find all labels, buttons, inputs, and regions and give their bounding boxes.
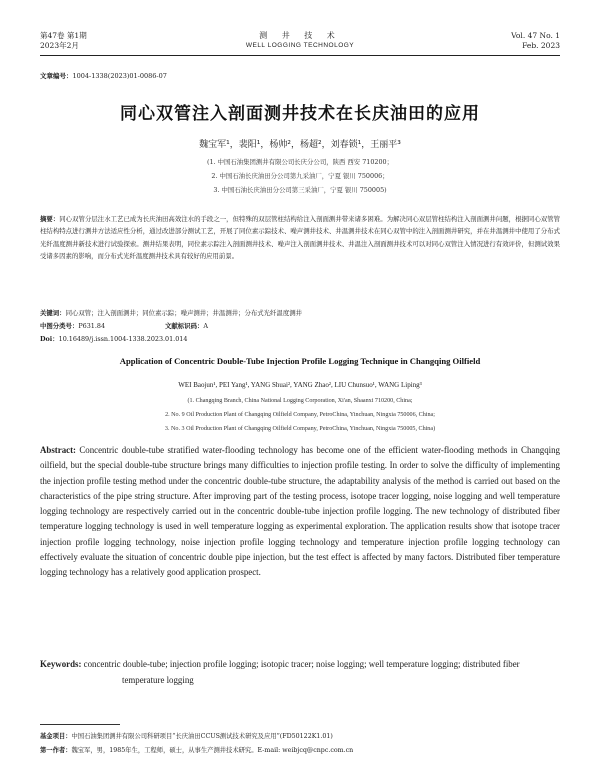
keywords-en-text: concentric double-tube; injection profile logging; isotopic tracer; noise logging; well temperature logging; distributed fiber temperature logging bbox=[81, 659, 520, 685]
date-cn: 2023年2月 bbox=[40, 41, 79, 50]
volume-issue-en: Vol. 47 No. 1 bbox=[511, 31, 560, 40]
article-number bbox=[40, 71, 167, 80]
affiliation-cn-3: 3. 中国石油长庆油田分公司第三采油厂，宁夏 银川 750005) bbox=[213, 186, 387, 194]
keywords-cn bbox=[40, 308, 560, 319]
fund-label: 基金项目： bbox=[40, 733, 72, 740]
abstract-cn-text: 同心双管分层注水工艺已成为长庆油田高效注水的手段之一，但特殊的双层管柱结构给注入剖面测井带来诸多困难。为解决同心双层管柱结构注入剖面测井问题，根据同心双管管柱结构特点进行测井方法适应性分析，通过改进部分测试工艺，开展了同位素示踪技术、噪声测井技术、井温测井技术在同心双管中的注入剖面测井研究，并在井温测井中使用了分布式光纤温度测井新技术进行试验探索。测井结果表明，同位素示踪注入剖面测井技术、噪声注入剖面测井技术、井温注入剖面测井技术可以对同心双管注入情况进行有效评价，但测试效果受诸多因素的影响，而分布式光纤温度测井技术具有较好的应用前景。 bbox=[40, 215, 561, 261]
journal-name-cn: 测 井 技 术 bbox=[259, 31, 341, 40]
abstract-cn-label: 摘要： bbox=[40, 215, 60, 223]
affiliation-en-2: 2. No. 9 Oil Production Plant of Changqing Oilfield Company, PetroChina, Yinchuan, Ningxia 750006, China; bbox=[165, 412, 435, 418]
keywords-en bbox=[40, 657, 560, 688]
date-en: Feb. 2023 bbox=[522, 41, 560, 50]
fund-text: 中国石油集团测井有限公司科研项目“长庆油田CCUS测试技术研究及应用”(FD50122K1.01) bbox=[71, 733, 333, 740]
first-author-label: 第一作者： bbox=[40, 747, 72, 754]
abstract-cn bbox=[40, 213, 560, 263]
title-en: Application of Concentric Double-Tube Injection Profile Logging Technique in Changqing Oilfield bbox=[119, 356, 481, 366]
authors-en: WEI Baojun¹, PEI Yang¹, YANG Shuai², YANG Zhao², LIU Chunsuo¹, WANG Liping³ bbox=[178, 381, 422, 389]
doi-value: 10.16489/j.issn.1004-1338.2023.01.014 bbox=[58, 335, 188, 343]
clc-value: P631.84 bbox=[78, 322, 106, 330]
footnote-fund bbox=[40, 731, 560, 740]
abstract-en-label: Abstract: bbox=[40, 445, 76, 455]
authors-cn: 魏宝军¹，裴阳¹，杨帅²，杨超²，刘春锁¹，王丽平³ bbox=[199, 140, 401, 150]
doc-code-value: A bbox=[203, 322, 208, 330]
doi-label: Doi： bbox=[40, 335, 59, 343]
header-rule bbox=[40, 55, 560, 56]
volume-issue-cn: 第47卷 第1期 bbox=[40, 31, 87, 40]
keywords-cn-text: 同心双管；注入剖面测井；同位素示踪；噪声测井；井温测井；分布式光纤温度测井 bbox=[65, 309, 303, 317]
header-center bbox=[0, 31, 600, 51]
keywords-en-label: Keywords: bbox=[40, 659, 82, 669]
footnote-rule bbox=[40, 724, 120, 725]
affiliation-en-1: (1. Changqing Branch, China National Logging Corporation, Xi'an, Shaanxi 710200, China; bbox=[187, 398, 413, 404]
doc-code-label: 文献标识码： bbox=[165, 322, 204, 330]
affiliations-en bbox=[0, 394, 600, 436]
abstract-en bbox=[40, 443, 560, 581]
abstract-en-text: Concentric double-tube stratified water-flooding technology has become one of the efficient water-flooding methods in Changqing oilfield, but the special double-tube structure brings many difficulties to injection profile testing. In order to solve the difficulty of implementing the injection profile testing method under the concentric double-tube structure, the adaptability analysis of the method is carried out based on the characteristics of the pipe string structure. After improving part of the testing process, isotope tracer logging, noise logging and well temperature logging technology are respectively carried out in the concentric double-tube injection profile logging. The new technology of distributed fiber temperature logging technology is used in well temperature logging as experimental exploration. The application results show that isotope tracer injection profile logging technology, noise injection profile logging technology and temperature injection profile logging technology can effectively evaluate the situation of concentric double pipe injection, but the test effect is affected by many factors. Distributed fiber temperature logging technology has a relatively good application prospect. bbox=[40, 445, 560, 578]
affiliation-en-3: 3. No. 3 Oil Production Plant of Changqing Oilfield Company, PetroChina, Yinchuan, Ningxia 750005, China) bbox=[164, 426, 436, 432]
footnote-author bbox=[40, 745, 560, 754]
header-right bbox=[511, 31, 560, 51]
affiliations-cn bbox=[0, 155, 600, 197]
article-number-label: 文章编号： bbox=[40, 72, 73, 80]
journal-name-en: WELL LOGGING TECHNOLOGY bbox=[245, 42, 355, 49]
title-cn: 同心双管注入剖面测井技术在长庆油田的应用 bbox=[120, 104, 480, 124]
article-number-value: 1004-1338(2023)01-0086-07 bbox=[72, 72, 167, 80]
first-author-text: 魏宝军，男，1985年生，工程师，硕士，从事生产测井技术研究。E-mail: weibjcq@cnpc.com.cn bbox=[71, 747, 354, 754]
affiliation-cn-1: (1. 中国石油集团测井有限公司长庆分公司，陕西 西安 710200； bbox=[206, 158, 394, 166]
doi bbox=[40, 334, 187, 343]
classification bbox=[40, 321, 208, 330]
keywords-cn-label: 关键词： bbox=[40, 309, 66, 317]
affiliation-cn-2: 2. 中国石油长庆油田分公司第九采油厂，宁夏 银川 750006； bbox=[211, 172, 389, 180]
clc-label: 中图分类号： bbox=[40, 322, 79, 330]
